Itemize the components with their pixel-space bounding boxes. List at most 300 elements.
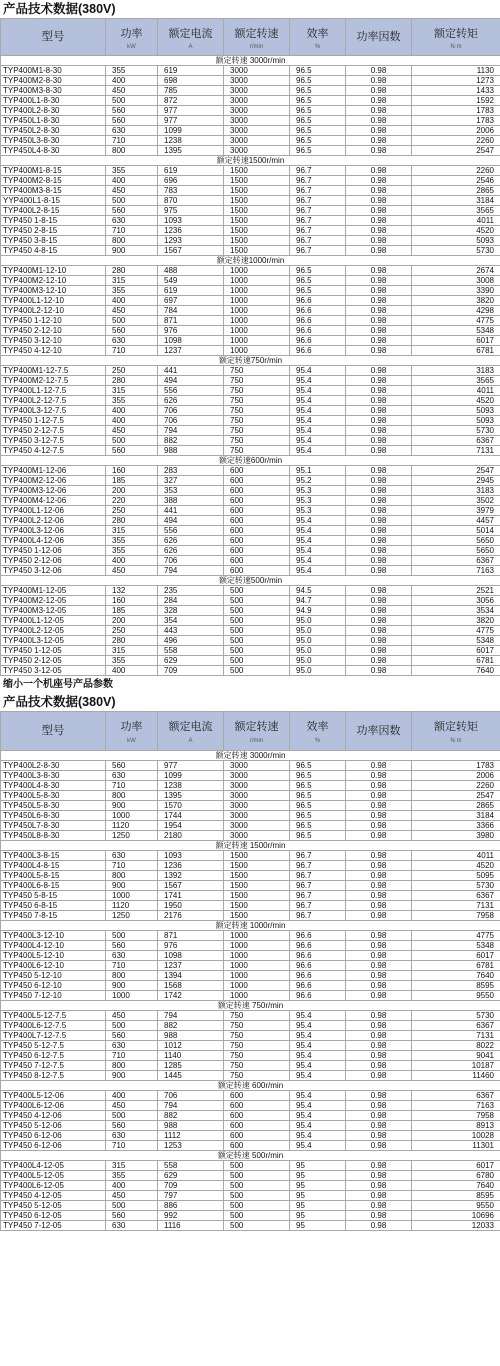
cell-spd: 500 — [224, 1221, 290, 1231]
cell-pw: 800 — [106, 236, 158, 246]
cell-trq: 4011 — [412, 216, 500, 226]
table-row — [1, 106, 500, 116]
cell-model: TYP450 8-12-7.5 — [1, 1071, 106, 1081]
table-row — [1, 881, 500, 891]
table-row — [1, 616, 500, 626]
cell-pf: 0.98 — [346, 96, 412, 106]
table-row — [1, 1181, 500, 1191]
cell-pf: 0.98 — [346, 1171, 412, 1181]
speed-section-header — [1, 256, 500, 266]
cell-model: TYP400M2-8-15 — [1, 176, 106, 186]
cell-cur: 794 — [158, 1011, 224, 1021]
cell-eff: 95 — [290, 1211, 346, 1221]
cell-trq: 4775 — [412, 931, 500, 941]
cell-model: TYP450 5-12-06 — [1, 1121, 106, 1131]
table-row — [1, 526, 500, 536]
cell-eff: 96.7 — [290, 861, 346, 871]
cell-cur: 1140 — [158, 1051, 224, 1061]
cell-pw: 560 — [106, 116, 158, 126]
cell-model: TYP400L1-8-30 — [1, 96, 106, 106]
cell-eff: 96.5 — [290, 86, 346, 96]
cell-model: TYP450 2-8-15 — [1, 226, 106, 236]
speed-section-header — [1, 1151, 500, 1161]
table-row — [1, 366, 500, 376]
cell-eff: 95.4 — [290, 396, 346, 406]
cell-model: TYP400L2-8-30 — [1, 761, 106, 771]
cell-cur: 697 — [158, 296, 224, 306]
cell-eff: 95.1 — [290, 466, 346, 476]
cell-spd: 1000 — [224, 931, 290, 941]
column-name: 功率 — [120, 27, 143, 40]
cell-trq: 2006 — [412, 771, 500, 781]
cell-spd: 1500 — [224, 881, 290, 891]
cell-pf: 0.98 — [346, 951, 412, 961]
cell-model: TYP400M1-12-10 — [1, 266, 106, 276]
cell-pf: 0.98 — [346, 436, 412, 446]
cell-pw: 280 — [106, 516, 158, 526]
cell-model: TYP400M3-12-10 — [1, 286, 106, 296]
cell-pw: 900 — [106, 881, 158, 891]
cell-trq: 4520 — [412, 861, 500, 871]
table-row — [1, 546, 500, 556]
cell-cur: 619 — [158, 286, 224, 296]
cell-pf: 0.98 — [346, 596, 412, 606]
table-row — [1, 296, 500, 306]
cell-spd: 1000 — [224, 266, 290, 276]
cell-cur: 494 — [158, 376, 224, 386]
cell-cur: 882 — [158, 1021, 224, 1031]
cell-pf: 0.98 — [346, 116, 412, 126]
speed-section-header — [1, 356, 500, 366]
cell-pf: 0.98 — [346, 226, 412, 236]
table-row — [1, 1201, 500, 1211]
cell-trq: 2260 — [412, 136, 500, 146]
cell-model: TYP450 3-8-15 — [1, 236, 106, 246]
cell-model: TYP400L1-12-7.5 — [1, 386, 106, 396]
table-row — [1, 446, 500, 456]
section-title: 额定转速600r/min — [1, 456, 500, 466]
cell-model: TYP400L1-12-10 — [1, 296, 106, 306]
cell-eff: 96.5 — [290, 286, 346, 296]
cell-model: TYP400L4-8-30 — [1, 781, 106, 791]
cell-pf: 0.98 — [346, 316, 412, 326]
cell-cur: 629 — [158, 656, 224, 666]
cell-trq: 3183 — [412, 486, 500, 496]
cell-model: TYP400L2-12-10 — [1, 306, 106, 316]
cell-trq: 4520 — [412, 226, 500, 236]
table-row — [1, 871, 500, 881]
cell-pw: 710 — [106, 346, 158, 356]
cell-pw: 800 — [106, 1061, 158, 1071]
cell-eff: 95 — [290, 1221, 346, 1231]
cell-pw: 630 — [106, 1131, 158, 1141]
cell-pf: 0.98 — [346, 1141, 412, 1151]
section-title: 额定转速 3000r/min — [1, 56, 500, 66]
cell-trq: 5348 — [412, 941, 500, 951]
cell-pf: 0.98 — [346, 366, 412, 376]
cell-pf: 0.98 — [346, 971, 412, 981]
cell-trq: 5730 — [412, 881, 500, 891]
cell-pf: 0.98 — [346, 466, 412, 476]
cell-cur: 2180 — [158, 831, 224, 841]
cell-pf: 0.98 — [346, 166, 412, 176]
cell-model: TYP450 7-8-15 — [1, 911, 106, 921]
cell-spd: 3000 — [224, 791, 290, 801]
cell-trq: 7640 — [412, 971, 500, 981]
table-row — [1, 1191, 500, 1201]
cell-spd: 600 — [224, 1101, 290, 1111]
cell-cur: 388 — [158, 496, 224, 506]
cell-eff: 96.5 — [290, 96, 346, 106]
cell-spd: 600 — [224, 476, 290, 486]
section-title: 额定转速 600r/min — [1, 1081, 500, 1091]
cell-spd: 600 — [224, 466, 290, 476]
cell-eff: 95.4 — [290, 526, 346, 536]
table-row — [1, 96, 500, 106]
cell-eff: 95.0 — [290, 626, 346, 636]
cell-eff: 96.5 — [290, 66, 346, 76]
cell-eff: 95.4 — [290, 1021, 346, 1031]
cell-trq: 9550 — [412, 991, 500, 1001]
cell-pf: 0.98 — [346, 616, 412, 626]
table-row — [1, 941, 500, 951]
cell-trq: 4775 — [412, 316, 500, 326]
cell-pw: 900 — [106, 981, 158, 991]
cell-model: TYP400L3-12-7.5 — [1, 406, 106, 416]
cell-eff: 96.7 — [290, 226, 346, 236]
cell-trq: 6017 — [412, 1161, 500, 1171]
cell-pw: 1250 — [106, 831, 158, 841]
column-name: 额定转矩 — [434, 27, 478, 40]
cell-trq: 7131 — [412, 901, 500, 911]
cell-trq: 3390 — [412, 286, 500, 296]
speed-section-header — [1, 1081, 500, 1091]
cell-eff: 96.5 — [290, 831, 346, 841]
cell-cur: 558 — [158, 1161, 224, 1171]
cell-pw: 500 — [106, 96, 158, 106]
cell-cur: 977 — [158, 106, 224, 116]
cell-trq: 2547 — [412, 791, 500, 801]
cell-pw: 200 — [106, 616, 158, 626]
cell-spd: 1500 — [224, 891, 290, 901]
cell-cur: 1093 — [158, 851, 224, 861]
cell-pf: 0.98 — [346, 871, 412, 881]
cell-spd: 1500 — [224, 226, 290, 236]
cell-eff: 95.4 — [290, 436, 346, 446]
cell-cur: 556 — [158, 526, 224, 536]
cell-model: TYP450L8-8-30 — [1, 831, 106, 841]
column-name: 功率因数 — [356, 31, 401, 43]
table-row — [1, 376, 500, 386]
cell-pw: 500 — [106, 196, 158, 206]
table-row — [1, 506, 500, 516]
speed-section-header — [1, 841, 500, 851]
cell-cur: 794 — [158, 1101, 224, 1111]
cell-pf: 0.98 — [346, 1021, 412, 1031]
column-header — [224, 19, 290, 56]
cell-spd: 500 — [224, 1191, 290, 1201]
cell-eff: 96.5 — [290, 276, 346, 286]
cell-eff: 96.5 — [290, 146, 346, 156]
cell-spd: 3000 — [224, 126, 290, 136]
cell-cur: 235 — [158, 586, 224, 596]
cell-pw: 1250 — [106, 911, 158, 921]
cell-model: TYP450L7-8-30 — [1, 821, 106, 831]
cell-cur: 626 — [158, 546, 224, 556]
cell-eff: 95.3 — [290, 506, 346, 516]
cell-trq: 2865 — [412, 186, 500, 196]
cell-model: TYP450 3-12-7.5 — [1, 436, 106, 446]
cell-pw: 400 — [106, 556, 158, 566]
cell-eff: 96.5 — [290, 136, 346, 146]
cell-pw: 710 — [106, 1141, 158, 1151]
cell-pw: 500 — [106, 1111, 158, 1121]
cell-eff: 96.5 — [290, 811, 346, 821]
cell-eff: 96.7 — [290, 871, 346, 881]
cell-pw: 900 — [106, 1071, 158, 1081]
cell-eff: 95.4 — [290, 1101, 346, 1111]
cell-model: TYP400M1-8-30 — [1, 66, 106, 76]
cell-model: TYP400L2-12-06 — [1, 516, 106, 526]
cell-trq: 1783 — [412, 106, 500, 116]
cell-spd: 600 — [224, 506, 290, 516]
cell-pf: 0.98 — [346, 546, 412, 556]
cell-eff: 96.6 — [290, 941, 346, 951]
cell-trq: 6781 — [412, 346, 500, 356]
cell-cur: 556 — [158, 386, 224, 396]
cell-spd: 1000 — [224, 991, 290, 1001]
table-row — [1, 116, 500, 126]
cell-cur: 976 — [158, 326, 224, 336]
cell-model: TYP450 3-12-06 — [1, 566, 106, 576]
cell-model: TYP400L5-12-05 — [1, 1171, 106, 1181]
speed-section-header — [1, 751, 500, 761]
cell-trq: 4011 — [412, 386, 500, 396]
cell-trq: 7640 — [412, 666, 500, 676]
cell-pf: 0.98 — [346, 821, 412, 831]
cell-pw: 450 — [106, 1011, 158, 1021]
cell-pf: 0.98 — [346, 126, 412, 136]
column-name: 额定转速 — [234, 27, 279, 40]
cell-trq: 5093 — [412, 406, 500, 416]
cell-trq: 2006 — [412, 126, 500, 136]
cell-model: TYP400M1-12-06 — [1, 466, 106, 476]
cell-trq: 5095 — [412, 871, 500, 881]
cell-model: TYP400L4-12-10 — [1, 941, 106, 951]
column-unit: A — [188, 738, 193, 744]
cell-eff: 96.5 — [290, 771, 346, 781]
cell-model: TYP450 3-12-10 — [1, 336, 106, 346]
column-name: 额定电流 — [168, 27, 213, 40]
cell-pw: 200 — [106, 486, 158, 496]
table-row — [1, 476, 500, 486]
table-row — [1, 961, 500, 971]
cell-model: TYP400L5-12-06 — [1, 1091, 106, 1101]
cell-pw: 450 — [106, 566, 158, 576]
cell-pw: 450 — [106, 1101, 158, 1111]
cell-cur: 1954 — [158, 821, 224, 831]
cell-cur: 1285 — [158, 1061, 224, 1071]
table-row — [1, 981, 500, 991]
cell-eff: 96.7 — [290, 851, 346, 861]
cell-pf: 0.98 — [346, 186, 412, 196]
cell-trq: 6367 — [412, 891, 500, 901]
cell-cur: 709 — [158, 1181, 224, 1191]
cell-model: TYP400L5-8-30 — [1, 791, 106, 801]
cell-cur: 1568 — [158, 981, 224, 991]
section-title: 额定转速 500r/min — [1, 1151, 500, 1161]
cell-pw: 1120 — [106, 901, 158, 911]
cell-trq: 6367 — [412, 556, 500, 566]
cell-pw: 355 — [106, 396, 158, 406]
cell-cur: 1570 — [158, 801, 224, 811]
section-title: 额定转速 1500r/min — [1, 841, 500, 851]
cell-spd: 750 — [224, 1071, 290, 1081]
column-unit: N·m — [450, 43, 462, 50]
cell-trq: 3056 — [412, 596, 500, 606]
cell-eff: 96.7 — [290, 881, 346, 891]
cell-pw: 250 — [106, 366, 158, 376]
cell-trq: 3534 — [412, 606, 500, 616]
table-row — [1, 771, 500, 781]
cell-model: TYP400L7-12-7.5 — [1, 1031, 106, 1041]
cell-eff: 95.0 — [290, 656, 346, 666]
cell-model: TYP400L5-12-7.5 — [1, 1011, 106, 1021]
cell-pw: 315 — [106, 386, 158, 396]
cell-pf: 0.98 — [346, 1221, 412, 1231]
cell-model: TYP400L4-12-06 — [1, 536, 106, 546]
cell-cur: 706 — [158, 1091, 224, 1101]
cell-spd: 750 — [224, 386, 290, 396]
cell-eff: 95.4 — [290, 376, 346, 386]
cell-pf: 0.98 — [346, 396, 412, 406]
cell-pw: 280 — [106, 636, 158, 646]
cell-pf: 0.98 — [346, 1061, 412, 1071]
cell-pw: 800 — [106, 971, 158, 981]
cell-eff: 94.9 — [290, 606, 346, 616]
cell-spd: 500 — [224, 596, 290, 606]
cell-eff: 95 — [290, 1191, 346, 1201]
cell-trq: 5348 — [412, 636, 500, 646]
cell-pw: 185 — [106, 476, 158, 486]
cell-pf: 0.98 — [346, 266, 412, 276]
cell-model: TYP450 7-12-10 — [1, 991, 106, 1001]
cell-trq: 12033 — [412, 1221, 500, 1231]
cell-model: TYP450 5-12-10 — [1, 971, 106, 981]
table-row — [1, 306, 500, 316]
cell-trq: 5093 — [412, 416, 500, 426]
table-row — [1, 566, 500, 576]
cell-trq: 7131 — [412, 1031, 500, 1041]
table-row — [1, 466, 500, 476]
cell-eff: 96.7 — [290, 901, 346, 911]
table-row — [1, 436, 500, 446]
cell-pf: 0.98 — [346, 626, 412, 636]
column-unit: r/min — [249, 738, 264, 744]
cell-eff: 96.5 — [290, 116, 346, 126]
table-row — [1, 931, 500, 941]
column-unit: % — [314, 43, 321, 50]
cell-trq: 3184 — [412, 811, 500, 821]
table-row — [1, 316, 500, 326]
column-header — [412, 19, 500, 56]
column-header: 型号 — [1, 19, 106, 56]
table-row — [1, 1091, 500, 1101]
cell-pw: 560 — [106, 1121, 158, 1131]
cell-pf: 0.98 — [346, 146, 412, 156]
cell-spd: 1500 — [224, 851, 290, 861]
cell-cur: 706 — [158, 406, 224, 416]
table-row — [1, 801, 500, 811]
cell-pw: 500 — [106, 1201, 158, 1211]
cell-pw: 400 — [106, 76, 158, 86]
cell-pf: 0.98 — [346, 306, 412, 316]
cell-pf: 0.98 — [346, 1211, 412, 1221]
cell-trq: 2521 — [412, 586, 500, 596]
table-row — [1, 216, 500, 226]
cell-pf: 0.98 — [346, 1011, 412, 1021]
cell-pw: 710 — [106, 1051, 158, 1061]
cell-pw: 1120 — [106, 821, 158, 831]
cell-spd: 3000 — [224, 821, 290, 831]
cell-eff: 96.5 — [290, 791, 346, 801]
cell-pf: 0.98 — [346, 536, 412, 546]
cell-trq: 4011 — [412, 851, 500, 861]
cell-pw: 355 — [106, 66, 158, 76]
cell-spd: 3000 — [224, 106, 290, 116]
cell-trq: 6780 — [412, 1171, 500, 1181]
reduced-frame-title: 缩小一个机座号产品参数 — [3, 679, 113, 690]
cell-pw: 710 — [106, 781, 158, 791]
cell-cur: 441 — [158, 366, 224, 376]
cell-model: TYP400M2-12-7.5 — [1, 376, 106, 386]
cell-model: TYP450 6-12-05 — [1, 1211, 106, 1221]
cell-cur: 977 — [158, 761, 224, 771]
cell-trq: 8595 — [412, 1191, 500, 1201]
cell-model: TYP400L2-12-7.5 — [1, 396, 106, 406]
cell-spd: 3000 — [224, 146, 290, 156]
cell-cur: 988 — [158, 446, 224, 456]
cell-cur: 1445 — [158, 1071, 224, 1081]
cell-cur: 1099 — [158, 126, 224, 136]
column-header — [346, 19, 412, 56]
cell-pw: 315 — [106, 1161, 158, 1171]
table-row — [1, 416, 500, 426]
cell-trq: 1273 — [412, 76, 500, 86]
cell-pw: 355 — [106, 1171, 158, 1181]
cell-cur: 549 — [158, 276, 224, 286]
cell-pf: 0.98 — [346, 486, 412, 496]
table-row — [1, 666, 500, 676]
cell-pw: 710 — [106, 961, 158, 971]
table-row — [1, 1131, 500, 1141]
section-title: 额定转速1500r/min — [1, 156, 500, 166]
cell-spd: 500 — [224, 646, 290, 656]
cell-pf: 0.98 — [346, 1031, 412, 1041]
cell-pf: 0.98 — [346, 811, 412, 821]
cell-model: TYP450 2-12-7.5 — [1, 426, 106, 436]
table-row — [1, 86, 500, 96]
table-row — [1, 196, 500, 206]
cell-pw: 250 — [106, 626, 158, 636]
table-row — [1, 286, 500, 296]
cell-eff: 95.4 — [290, 1111, 346, 1121]
cell-cur: 1744 — [158, 811, 224, 821]
cell-trq: 2547 — [412, 146, 500, 156]
cell-cur: 1237 — [158, 961, 224, 971]
cell-model: TYP400M1-12-05 — [1, 586, 106, 596]
cell-spd: 600 — [224, 526, 290, 536]
